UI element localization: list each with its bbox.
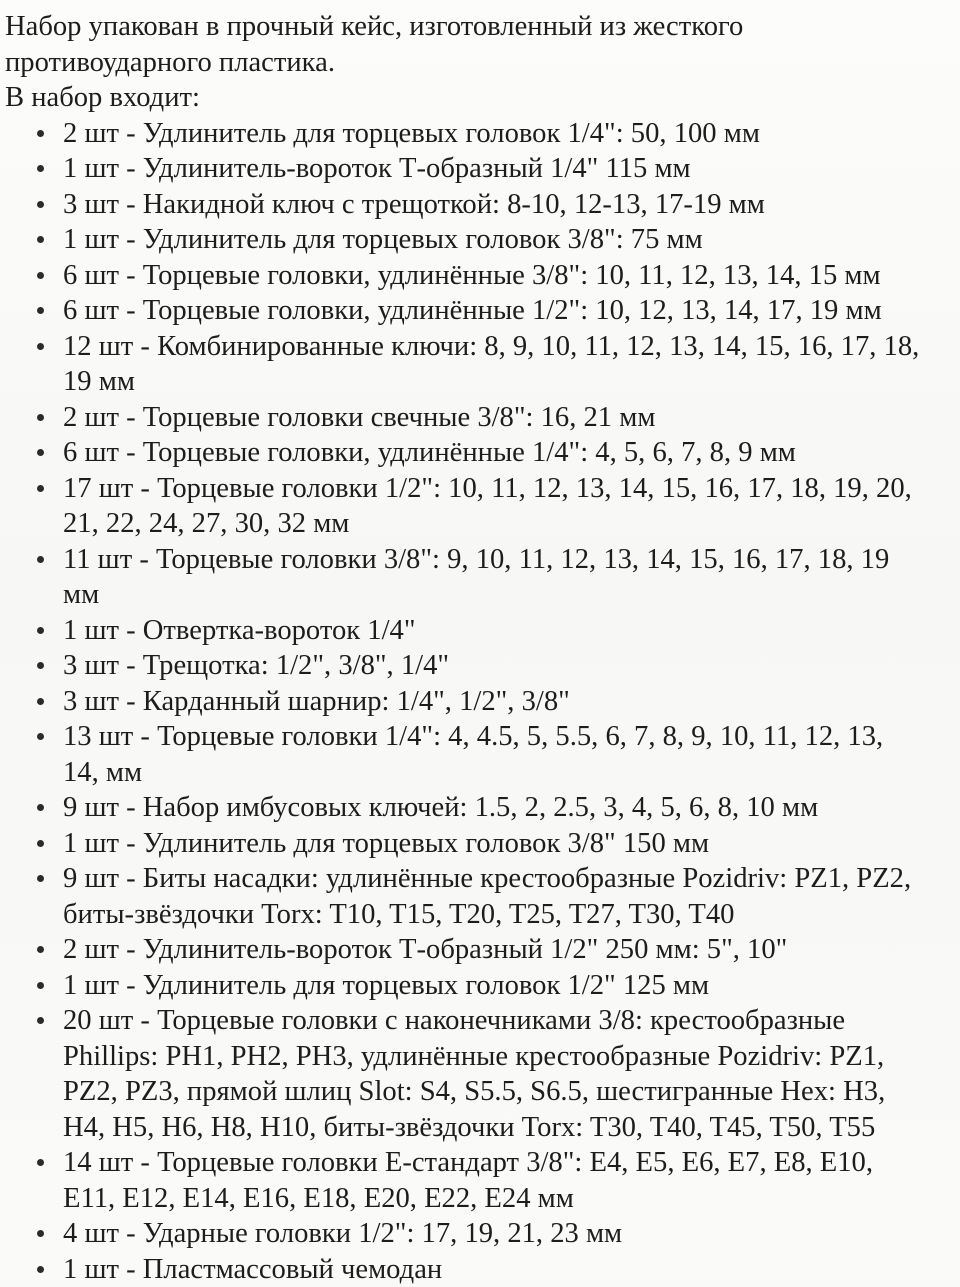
list-item: 2 шт - Торцевые головки свечные 3/8": 16, 21 мм <box>63 400 925 436</box>
list-item: 11 шт - Торцевые головки 3/8": 9, 10, 11, 12, 13, 14, 15, 16, 17, 18, 19 мм <box>63 542 925 613</box>
list-item: 3 шт - Карданный шарнир: 1/4", 1/2", 3/8" <box>63 684 925 720</box>
list-item: 1 шт - Удлинитель-вороток Т-образный 1/4" 115 мм <box>63 151 925 187</box>
list-item: 13 шт - Торцевые головки 1/4": 4, 4.5, 5, 5.5, 6, 7, 8, 9, 10, 11, 12, 13, 14, мм <box>63 719 925 790</box>
list-item: 6 шт - Торцевые головки, удлинённые 3/8": 10, 11, 12, 13, 14, 15 мм <box>63 258 925 294</box>
list-item: 6 шт - Торцевые головки, удлинённые 1/2": 10, 12, 13, 14, 17, 19 мм <box>63 293 925 329</box>
list-item: 1 шт - Удлинитель для торцевых головок 3/8" 150 мм <box>63 826 925 862</box>
list-item: 1 шт - Удлинитель для торцевых головок 1/2" 125 мм <box>63 968 925 1004</box>
list-item: 17 шт - Торцевые головки 1/2": 10, 11, 12, 13, 14, 15, 16, 17, 18, 19, 20, 21, 22, 24, 27, 30, 32 мм <box>63 471 925 542</box>
list-item: 3 шт - Накидной ключ с трещоткой: 8-10, 12-13, 17-19 мм <box>63 187 925 223</box>
list-item: 9 шт - Биты насадки: удлинённые крестообразные Pozidriv: PZ1, PZ2, биты-звёздочки Torx: T10, T15, T20, T25, T27, T30, T40 <box>63 861 925 932</box>
contents-list <box>5 116 960 1287</box>
list-item: 20 шт - Торцевые головки с наконечниками 3/8: крестообразные Phillips: PH1, PH2, PH3, удлинённые крестообразные Pozidriv: PZ1, PZ2, PZ3, прямой шлиц Slot: S4, S5.5, S6.5, шестигранные Hex: H3, H4, H5, H6, H8, H10, биты-звёздочки Torx: T30, T40, T45, T50, T55 <box>63 1003 925 1145</box>
list-item: 1 шт - Отвертка-вороток 1/4" <box>63 613 925 649</box>
list-item: 6 шт - Торцевые головки, удлинённые 1/4": 4, 5, 6, 7, 8, 9 мм <box>63 435 925 471</box>
list-item: 4 шт - Ударные головки 1/2": 17, 19, 21, 23 мм <box>63 1216 925 1252</box>
list-item: 9 шт - Набор имбусовых ключей: 1.5, 2, 2.5, 3, 4, 5, 6, 8, 10 мм <box>63 790 925 826</box>
list-item: 2 шт - Удлинитель для торцевых головок 1/4": 50, 100 мм <box>63 116 925 152</box>
list-item: 3 шт - Трещотка: 1/2", 3/8", 1/4" <box>63 648 925 684</box>
list-item: 1 шт - Удлинитель для торцевых головок 3/8": 75 мм <box>63 222 925 258</box>
list-item: 14 шт - Торцевые головки Е-стандарт 3/8": E4, E5, E6, E7, E8, E10, E11, E12, E14, E16, E18, E20, E22, E24 мм <box>63 1145 925 1216</box>
intro-paragraph: Набор упакован в прочный кейс, изготовленный из жесткого противоударного пластика. <box>5 9 955 80</box>
contents-heading: В набор входит: <box>5 80 955 116</box>
list-item: 12 шт - Комбинированные ключи: 8, 9, 10, 11, 12, 13, 14, 15, 16, 17, 18, 19 мм <box>63 329 925 400</box>
list-item: 1 шт - Пластмассовый чемодан <box>63 1252 925 1287</box>
list-item: 2 шт - Удлинитель-вороток Т-образный 1/2" 250 мм: 5", 10" <box>63 932 925 968</box>
